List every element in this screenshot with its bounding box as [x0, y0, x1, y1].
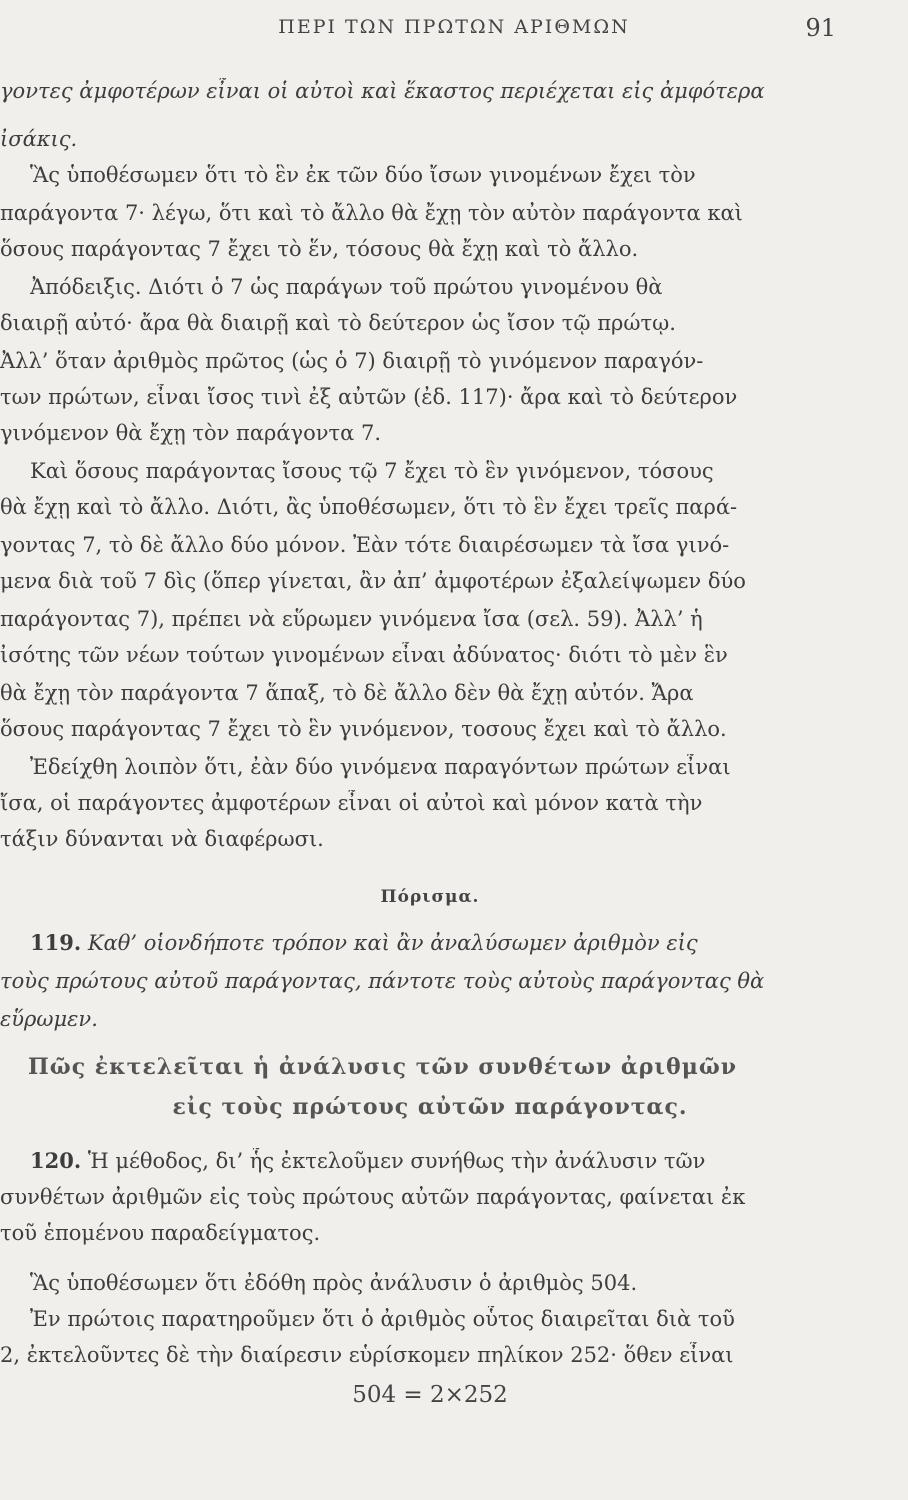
- page-header: [0, 14, 908, 54]
- section-heading: Πῶς ἐκτελεῖται ἡ ἀνάλυσις τῶν συνθέτων ἀριθμῶν: [28, 1054, 738, 1080]
- text-line: Ἐν πρώτοις παρατηροῦμεν ὅτι ὁ ἀριθμὸς οὗτος διαιρεῖται διὰ τοῦ: [30, 1307, 735, 1331]
- text-line: γοντες ἀμφοτέρων εἶναι οἱ αὐτοὶ καὶ ἕκαστος περιέχεται εἰς ἀμφότερα: [0, 79, 765, 103]
- text-line: γινόμενον θὰ ἔχῃ τὸν παράγοντα 7.: [0, 421, 382, 445]
- text-line: συνθέτων ἀριθμῶν εἰς τοὺς πρώτους αὐτῶν παράγοντας, φαίνεται ἐκ: [0, 1185, 746, 1209]
- text-line: τοῦ ἑπομένου παραδείγματος.: [0, 1221, 321, 1245]
- text-line: παράγοντα 7· λέγω, ὅτι καὶ τὸ ἄλλο θὰ ἔχῃ τὸν αὐτὸν παράγοντα καὶ: [0, 201, 743, 225]
- paragraph-120: [30, 1148, 890, 1174]
- text-line: γοντας 7, τὸ δὲ ἄλλο δύο μόνον. Ἐὰν τότε διαιρέσωμεν τὰ ἴσα γινό-: [0, 533, 730, 557]
- paragraph-119: [30, 930, 890, 956]
- text-line: Καὶ ὅσους παράγοντας ἴσους τῷ 7 ἔχει τὸ ἓν γινόμενον, τόσους: [30, 459, 714, 483]
- text-line: Ἡ μέθοδος, δι’ ἧς ἐκτελοῦμεν συνήθως τὴν ἀνάλυσιν τῶν: [87, 1149, 706, 1173]
- paragraph-number: 119.: [30, 930, 82, 955]
- paragraph-number: 120.: [30, 1148, 82, 1173]
- text-line: Καθ’ οἱονδήποτε τρόπον καὶ ἂν ἀναλύσωμεν ἀριθμὸν εἰς: [87, 931, 698, 955]
- text-line: ἴσα, οἱ παράγοντες ἀμφοτέρων εἶναι οἱ αὐτοὶ καὶ μόνον κατὰ τὴν: [0, 791, 703, 815]
- text-line: θὰ ἔχῃ τὸν παράγοντα 7 ἅπαξ, τὸ δὲ ἄλλο δὲν θὰ ἔχῃ αὐτόν. Ἄρα: [0, 681, 694, 705]
- text-line: Ἃς ὑποθέσωμεν ὅτι τὸ ἓν ἐκ τῶν δύο ἴσων γινομένων ἔχει τὸν: [30, 163, 696, 187]
- equation: 504 = 2×252: [352, 1382, 508, 1408]
- text-line: παράγοντας 7), πρέπει νὰ εὕρωμεν γινόμενα ἴσα (σελ. 59). Ἀλλ’ ἡ: [0, 607, 703, 631]
- text-line: ἰσότης τῶν νέων τούτων γινομένων εἶναι ἀδύνατος· διότι τὸ μὲν ἓν: [0, 643, 728, 667]
- porisma-heading: Πόρισμα.: [380, 887, 480, 907]
- text-line: των πρώτων, εἶναι ἴσος τινὶ ἐξ αὐτῶν (ἐδ. 117)· ἄρα καὶ τὸ δεύτερον: [0, 385, 738, 409]
- text-line: Ἐδείχθη λοιπὸν ὅτι, ἐὰν δύο γινόμενα παραγόντων πρώτων εἶναι: [30, 755, 731, 779]
- text-line: τοὺς πρώτους αὐτοῦ παράγοντας, πάντοτε τοὺς αὐτοὺς παράγοντας θὰ: [0, 969, 765, 993]
- text-line: ὅσους παράγοντας 7 ἔχει τὸ ἓν γινόμενον, τοσους ἔχει καὶ τὸ ἄλλο.: [0, 717, 727, 741]
- text-line: ἰσάκις.: [0, 127, 78, 151]
- running-head: ΠΕΡΙ ΤΩΝ ΠΡΩΤΩΝ ΑΡΙΘΜΩΝ: [278, 16, 630, 38]
- text-line: ὅσους παράγοντας 7 ἔχει τὸ ἕν, τόσους θὰ ἔχῃ καὶ τὸ ἄλλο.: [0, 237, 639, 261]
- text-line: Ἃς ὑποθέσωμεν ὅτι ἐδόθη πρὸς ἀνάλυσιν ὁ ἀριθμὸς 504.: [30, 1271, 638, 1295]
- text-line: Ἀπόδειξις. Διότι ὁ 7 ὡς παράγων τοῦ πρώτου γινομένου θὰ: [30, 275, 663, 299]
- text-line: θὰ ἔχῃ καὶ τὸ ἄλλο. Διότι, ἂς ὑποθέσωμεν, ὅτι τὸ ἓν ἔχει τρεῖς παρά-: [0, 495, 738, 519]
- text-line: τάξιν δύνανται νὰ διαφέρωσι.: [0, 827, 324, 851]
- text-line: Ἀλλ’ ὅταν ἀριθμὸς πρῶτος (ὡς ὁ 7) διαιρῇ τὸ γινόμενον παραγόν-: [0, 349, 704, 373]
- text-line: διαιρῇ αὐτό· ἄρα θὰ διαιρῇ καὶ τὸ δεύτερον ὡς ἴσον τῷ πρώτῳ.: [0, 311, 676, 335]
- section-heading: εἰς τοὺς πρώτους αὐτῶν παράγοντας.: [172, 1094, 688, 1120]
- page-number: 91: [805, 14, 836, 42]
- text-line: 2, ἐκτελοῦντες δὲ τὴν διαίρεσιν εὑρίσκομεν πηλίκον 252· ὅθεν εἶναι: [0, 1343, 734, 1367]
- text-line: εὕρωμεν.: [0, 1007, 98, 1031]
- text-line: μενα διὰ τοῦ 7 δὶς (ὅπερ γίνεται, ἂν ἀπ’ ἀμφοτέρων ἐξαλείψωμεν δύο: [0, 569, 746, 593]
